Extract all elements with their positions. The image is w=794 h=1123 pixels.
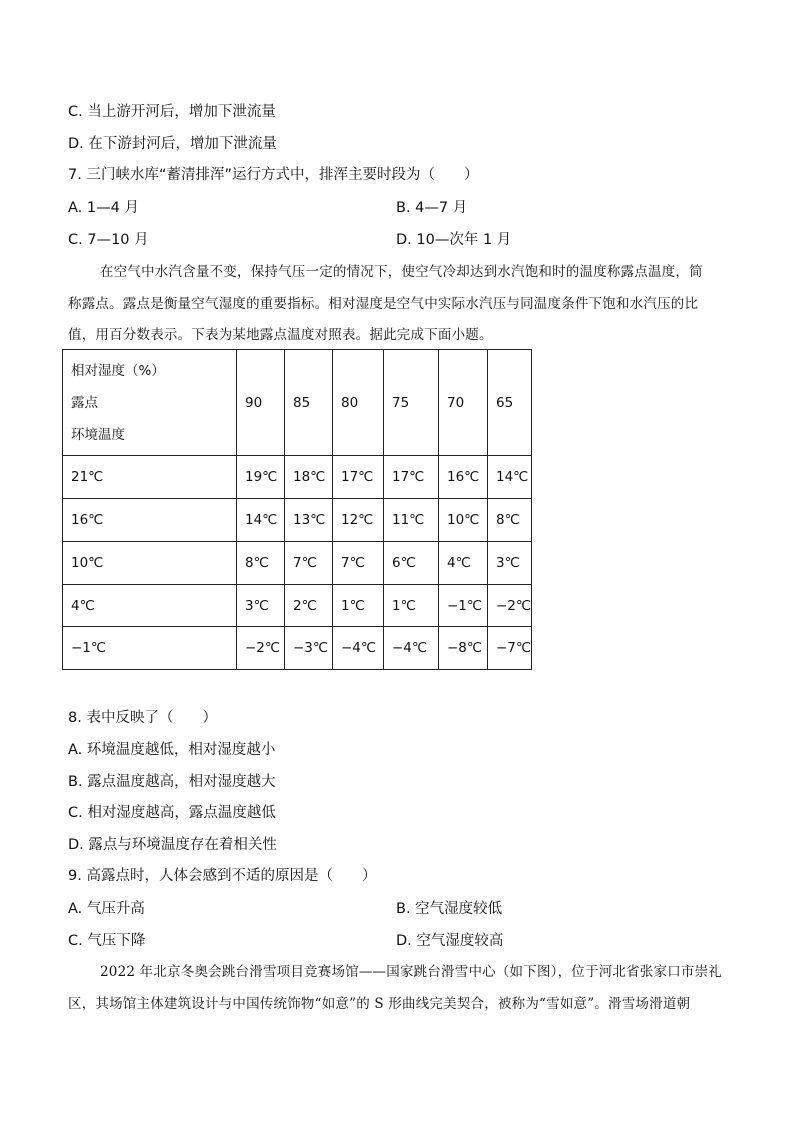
q8-stem: 8. 表中反映了（ ）: [68, 710, 217, 726]
q9-option-a: A. 气压升高: [68, 901, 145, 917]
q6-option-d: D. 在下游封河后，增加下泄流量: [68, 136, 277, 152]
table-cell: −8℃: [439, 627, 488, 670]
table-cell: 3℃: [488, 542, 532, 585]
q7-option-a: A. 1—4 月: [68, 200, 139, 216]
dew-point-table: [62, 349, 532, 670]
table-cell: −3℃: [285, 627, 333, 670]
row-temp: 10℃: [63, 542, 237, 585]
q9-stem: 9. 高露点时，人体会感到不适的原因是（ ）: [68, 868, 377, 884]
table-cell: 17℃: [333, 456, 384, 499]
q7-stem: 7. 三门峡水库“蓄清排浑”运行方式中，排浑主要时段为（ ）: [68, 167, 479, 183]
q9-option-b: B. 空气湿度较低: [396, 901, 503, 917]
table-cell: 7℃: [285, 542, 333, 585]
q7-option-b: B. 4—7 月: [396, 200, 468, 216]
table-corner-cell: [63, 350, 237, 456]
q6-option-c: C. 当上游开河后，增加下泄流量: [68, 104, 276, 120]
table-cell: 18℃: [285, 456, 333, 499]
column-header: 90: [237, 350, 285, 456]
row-temp: 4℃: [63, 585, 237, 627]
intro-line-3: 值，用百分数表示。下表为某地露点温度对照表。据此完成下面小题。: [68, 327, 493, 343]
table-cell: 14℃: [237, 499, 285, 542]
table-cell: 12℃: [333, 499, 384, 542]
outro-line-1: 2022 年北京冬奥会跳台滑雪项目竞赛场馆——国家跳台滑雪中心（如下图），位于河北省张家口市崇礼: [100, 964, 722, 980]
table-cell: 16℃: [439, 456, 488, 499]
row-temp: 16℃: [63, 499, 237, 542]
outro-line-2: 区，其场馆主体建筑设计与中国传统饰物“如意”的 S 形曲线完美契合，被称为“雪如意”。滑雪场滑道朝: [68, 996, 691, 1012]
table-cell: −2℃: [237, 627, 285, 670]
intro-line-2: 称露点。露点是衡量空气湿度的重要指标。相对湿度是空气中实际水汽压与同温度条件下饱和水汽压的比: [68, 296, 699, 312]
table-header-row: [63, 350, 532, 456]
intro-line-1: 在空气中水汽含量不变，保持气压一定的情况下，使空气冷却达到水汽饱和时的温度称露点温度，简: [100, 264, 703, 280]
table-row: [63, 499, 532, 542]
table-cell: −1℃: [439, 585, 488, 627]
table-row: [63, 542, 532, 585]
q9-option-d: D. 空气湿度较高: [396, 933, 504, 949]
table-row: [63, 456, 532, 499]
table-cell: 3℃: [237, 585, 285, 627]
row-temp: −1℃: [63, 627, 237, 670]
column-header: 75: [384, 350, 439, 456]
q7-option-d: D. 10—次年 1 月: [396, 232, 512, 248]
table-row: [63, 627, 532, 670]
table-cell: 4℃: [439, 542, 488, 585]
table-cell: 17℃: [384, 456, 439, 499]
table-cell: 2℃: [285, 585, 333, 627]
table-cell: 1℃: [333, 585, 384, 627]
table-cell: 10℃: [439, 499, 488, 542]
table-cell: 19℃: [237, 456, 285, 499]
q8-option-a: A. 环境温度越低，相对湿度越小: [68, 742, 276, 758]
table-cell: −7℃: [488, 627, 532, 670]
column-header: 85: [285, 350, 333, 456]
q9-option-c: C. 气压下降: [68, 933, 146, 949]
q8-option-b: B. 露点温度越高，相对湿度越大: [68, 774, 276, 790]
table-cell: 13℃: [285, 499, 333, 542]
q8-option-c: C. 相对湿度越高，露点温度越低: [68, 805, 276, 821]
q7-option-c: C. 7—10 月: [68, 232, 149, 248]
column-header: 80: [333, 350, 384, 456]
row-temp: 21℃: [63, 456, 237, 499]
table-cell: 8℃: [237, 542, 285, 585]
table-cell: 11℃: [384, 499, 439, 542]
header-label-dewpoint: 露点: [71, 394, 98, 411]
q8-option-d: D. 露点与环境温度存在着相关性: [68, 837, 277, 853]
table-cell: −2℃: [488, 585, 532, 627]
table-cell: 6℃: [384, 542, 439, 585]
table-row: [63, 585, 532, 627]
column-header: 70: [439, 350, 488, 456]
table-cell: −4℃: [333, 627, 384, 670]
table-cell: 7℃: [333, 542, 384, 585]
table-cell: 14℃: [488, 456, 532, 499]
table-cell: 1℃: [384, 585, 439, 627]
header-label-ambient-temp: 环境温度: [71, 426, 125, 443]
table-cell: −4℃: [384, 627, 439, 670]
header-label-humidity: 相对湿度（%）: [71, 362, 165, 379]
table-cell: 8℃: [488, 499, 532, 542]
column-header: 65: [488, 350, 532, 456]
